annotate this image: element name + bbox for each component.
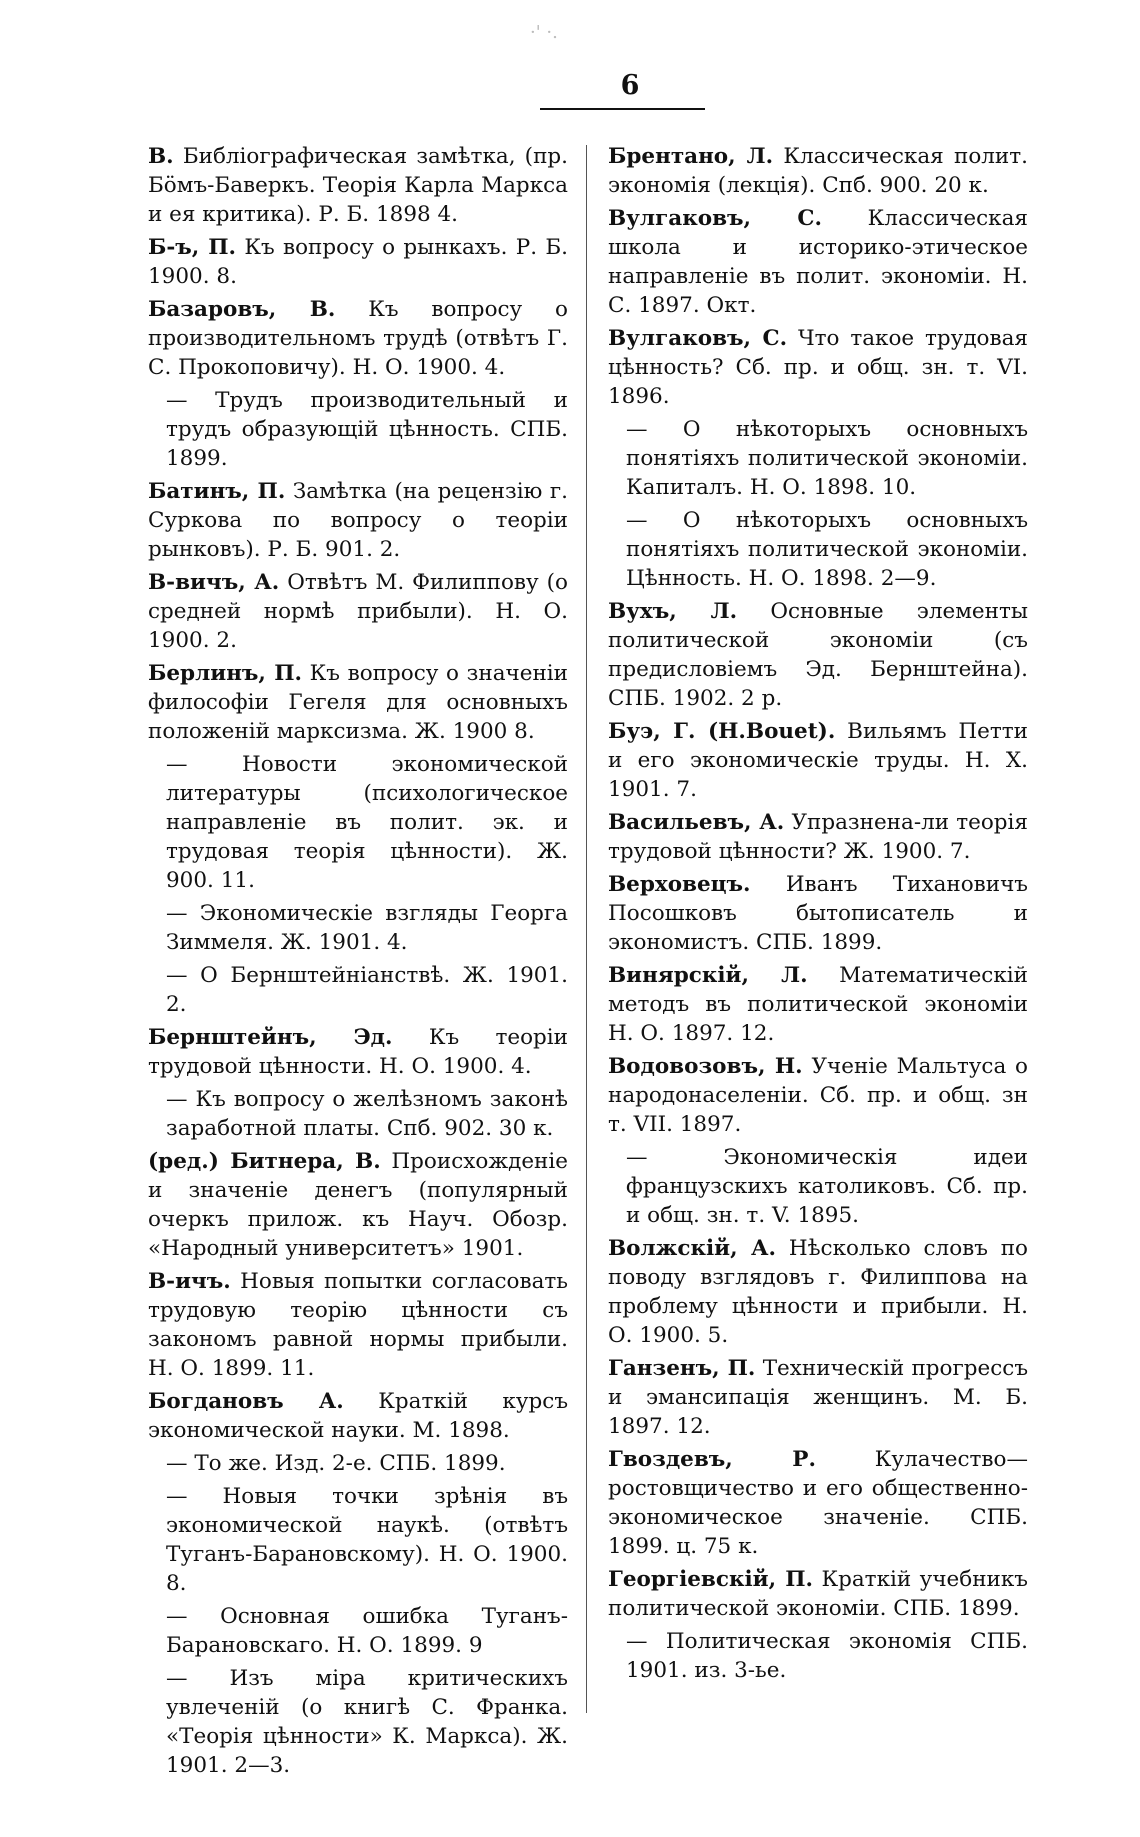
bibliography-entry xyxy=(608,324,1028,411)
entry-text: Замѣтка (на рецензію г. Суркова по вопросу о теоріи рынковъ). Р. Б. 901. 2. xyxy=(148,479,568,562)
entry-author: Богдановъ А. xyxy=(148,1389,344,1414)
entry-text: Краткій курсъ экономической науки. М. 1898. xyxy=(148,1389,568,1443)
entry-text: Къ вопросу о производительномъ трудѣ (отвѣтъ Г. С. Прокоповичу). Н. О. 1900. 4. xyxy=(148,297,568,380)
entry-author: Водовозовъ, Н. xyxy=(608,1054,803,1079)
bibliography-entry xyxy=(608,415,1028,502)
entry-text: — Новыя точки зрѣнія въ экономической наукѣ. (отвѣтъ Туганъ-Барановскому). Н. О. 1900. 8. xyxy=(166,1484,568,1596)
entry-text: — О нѣкоторыхъ основныхъ понятіяхъ политической экономіи. Капиталъ. Н. О. 1898. 10. xyxy=(626,417,1028,500)
entry-text: Новыя попытки согласовать трудовую теорію цѣнности съ закономъ равной нормы прибыли. Н. О. 1899. 11. xyxy=(148,1269,568,1381)
entry-text: Классическая школа и историко-этическое направленіе въ полит. экономіи. Н. С. 1897. Окт. xyxy=(608,206,1028,318)
bibliography-entry xyxy=(148,1085,568,1143)
bibliography-entry xyxy=(148,295,568,382)
header-rule xyxy=(540,108,705,110)
bibliography-entry xyxy=(148,1449,568,1478)
entry-text: — Экономическіе взгляды Георга Зиммеля. Ж. 1901. 4. xyxy=(166,901,568,955)
entry-author: Буэ, Г. (Н.Bouet). xyxy=(608,719,836,744)
entry-text: Къ вопросу о рынкахъ. Р. Б. 1900. 8. xyxy=(148,235,569,289)
entry-text: Къ теоріи трудовой цѣнности. Н. О. 1900. 4. xyxy=(148,1025,568,1079)
bibliography-entry xyxy=(608,142,1028,200)
bibliography-entry xyxy=(148,477,568,564)
entry-text: Вильямъ Петти и его экономическіе труды. Н. Х. 1901. 7. xyxy=(608,719,1028,802)
entry-author: В. xyxy=(148,144,174,169)
bibliography-entry xyxy=(148,142,568,229)
entry-author: Ганзенъ, П. xyxy=(608,1356,756,1381)
bibliography-entry xyxy=(148,1602,568,1660)
bibliography-entry xyxy=(608,1627,1028,1685)
entry-author: Волжскій, А. xyxy=(608,1236,777,1261)
entry-author: Вухъ, Л. xyxy=(608,599,738,624)
bibliography-entry xyxy=(608,717,1028,804)
bibliography-entry xyxy=(148,568,568,655)
entry-text: Отвѣтъ М. Филиппову (о средней нормѣ прибыли). Н. О. 1900. 2. xyxy=(148,570,568,653)
entry-author: Брентано, Л. xyxy=(608,144,774,169)
entry-text: — Къ вопросу о желѣзномъ законѣ заработной платы. Спб. 902. 30 к. xyxy=(166,1087,568,1141)
page-number: 6 xyxy=(620,70,640,101)
bibliography-entry xyxy=(608,808,1028,866)
bibliography-entry xyxy=(608,506,1028,593)
bibliography-entry xyxy=(608,1052,1028,1139)
bibliography-entry xyxy=(148,1267,568,1383)
entry-text: — Изъ міра критическихъ увлеченій (о книгѣ С. Франка. «Теорія цѣнности» К. Маркса). Ж. 1901. 2—3. xyxy=(166,1666,568,1778)
entry-text: — О нѣкоторыхъ основныхъ понятіяхъ политической экономіи. Цѣнность. Н. О. 1898. 2—9. xyxy=(626,508,1028,591)
bibliography-entry xyxy=(608,1234,1028,1350)
left-column xyxy=(148,142,568,1784)
bibliography-entry xyxy=(148,1147,568,1263)
entry-author: Вулгаковъ, С. xyxy=(608,206,822,231)
entry-author: Гвоздевъ, Р. xyxy=(608,1447,816,1472)
entry-text: — Политическая экономія СПБ. 1901. из. 3-ье. xyxy=(626,1629,1028,1683)
entry-author: (ред.) Битнера, В. xyxy=(148,1149,381,1174)
entry-text: Классическая полит. экономія (лекція). Спб. 900. 20 к. xyxy=(608,144,1028,198)
bibliography-entry xyxy=(148,961,568,1019)
entry-text: — О Бернштейніанствѣ. Ж. 1901. 2. xyxy=(166,963,568,1017)
bibliography-entry xyxy=(148,386,568,473)
entry-author: Верховецъ. xyxy=(608,872,751,897)
entry-text: Нѣсколько словъ по поводу взглядовъ г. Филиппова на проблему цѣнности и прибыли. Н. О. 1900. 5. xyxy=(608,1236,1028,1348)
bibliography-entry xyxy=(148,899,568,957)
bibliography-entry xyxy=(148,1023,568,1081)
entry-author: В-ичъ. xyxy=(148,1269,231,1294)
bibliography-entry xyxy=(608,870,1028,957)
entry-text: Что такое трудовая цѣнность? Сб. пр. и общ. зн. т. VI. 1896. xyxy=(608,326,1028,409)
bibliography-entry xyxy=(608,204,1028,320)
column-divider xyxy=(586,145,587,1713)
bibliography-entry xyxy=(148,1387,568,1445)
entry-text: Краткій учебникъ политической экономіи. СПБ. 1899. xyxy=(608,1567,1028,1621)
bibliography-entry xyxy=(608,1445,1028,1561)
entry-text: Библіографическая замѣтка, (пр. Бöмъ-Баверкъ. Теорія Карла Маркса и ея критика). Р. Б. 1898 4. xyxy=(148,144,568,227)
bibliography-entry xyxy=(608,1565,1028,1623)
entry-text: — То же. Изд. 2-е. СПБ. 1899. xyxy=(166,1451,506,1476)
bibliography-entry xyxy=(608,961,1028,1048)
entry-text: Къ вопросу о значеніи философіи Гегеля для основныхъ положеній марксизма. Ж. 1900 8. xyxy=(148,661,568,744)
entry-text: — Новости экономической литературы (психологическое направленіе въ полит. эк. и трудовая теорія цѣнности). Ж. 900. 11. xyxy=(166,752,568,893)
entry-text: Математическій методъ въ политической экономіи Н. О. 1897. 12. xyxy=(608,963,1028,1046)
right-column xyxy=(608,142,1028,1689)
bibliography-entry xyxy=(608,597,1028,713)
entry-text: Техническій прогрессъ и эмансипація женщинъ. М. Б. 1897. 12. xyxy=(608,1356,1029,1439)
entry-author: Б-ъ, П. xyxy=(148,235,237,260)
bibliography-entry xyxy=(148,1664,568,1780)
entry-author: Берлинъ, П. xyxy=(148,661,302,686)
entry-text: Кулачество—ростовщичество и его общественно-экономическое значеніе. СПБ. 1899. ц. 75 к. xyxy=(608,1447,1028,1559)
bibliography-entry xyxy=(148,1482,568,1598)
entry-author: В-вичъ, А. xyxy=(148,570,280,595)
entry-text: — Трудъ производительный и трудъ образующій цѣнность. СПБ. 1899. xyxy=(166,388,568,471)
entry-text: — Основная ошибка Туганъ-Барановскаго. Н. О. 1899. 9 xyxy=(166,1604,568,1658)
entry-text: Ученіе Мальтуса о народонаселеніи. Сб. пр. и общ. зн т. VII. 1897. xyxy=(608,1054,1028,1137)
entry-author: Вулгаковъ, С. xyxy=(608,326,788,351)
bibliography-entry xyxy=(608,1354,1028,1441)
scan-ink-marks: ·' ·. xyxy=(530,22,558,43)
entry-text: Происхожденіе и значеніе денегъ (популярный очеркъ прилож. къ Науч. Обозр. «Народный университетъ» 1901. xyxy=(148,1149,568,1261)
entry-author: Георгіевскій, П. xyxy=(608,1567,813,1592)
entry-author: Базаровъ, В. xyxy=(148,297,336,322)
bibliography-entry xyxy=(608,1143,1028,1230)
entry-text: — Экономическія идеи французскихъ католиковъ. Сб. пр. и общ. зн. т. V. 1895. xyxy=(626,1145,1028,1228)
bibliography-entry xyxy=(148,750,568,895)
entry-text: Упразнена-ли теорія трудовой цѣнности? Ж. 1900. 7. xyxy=(608,810,1028,864)
entry-author: Васильевъ, А. xyxy=(608,810,785,835)
bibliography-entry xyxy=(148,659,568,746)
entry-text: Иванъ Тихановичъ Посошковъ бытописатель и экономистъ. СПБ. 1899. xyxy=(608,872,1028,955)
entry-author: Батинъ, П. xyxy=(148,479,286,504)
entry-text: Основные элементы политической экономіи (съ предисловіемъ Эд. Бернштейна). СПБ. 1902. 2 р. xyxy=(608,599,1028,711)
bibliography-entry xyxy=(148,233,568,291)
entry-author: Бернштейнъ, Эд. xyxy=(148,1025,393,1050)
entry-author: Винярскій, Л. xyxy=(608,963,808,988)
